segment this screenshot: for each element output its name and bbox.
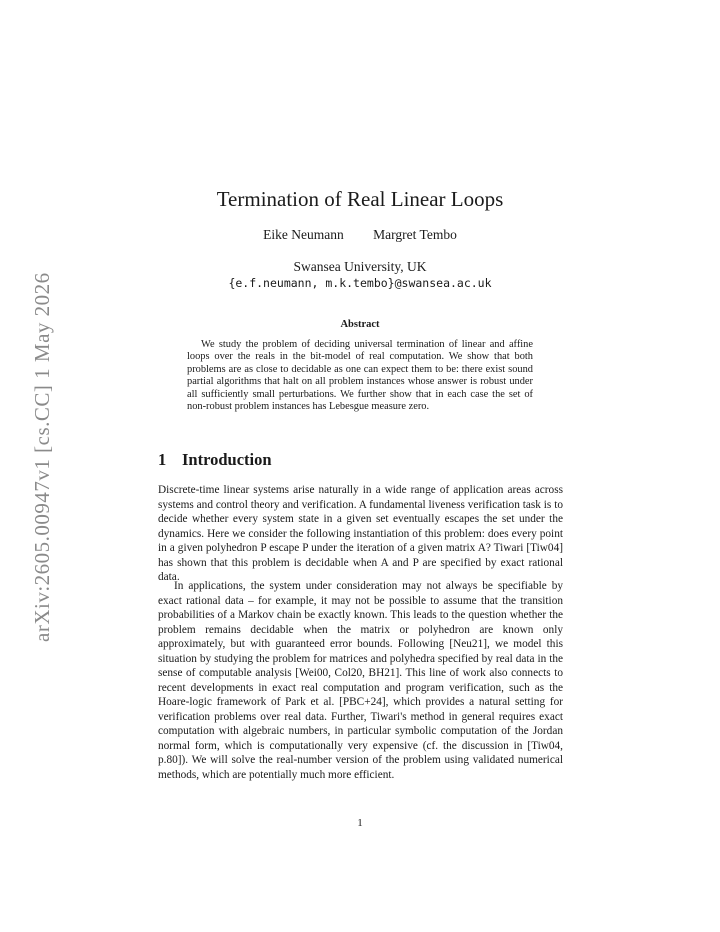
paper-title: Termination of Real Linear Loops: [216, 187, 504, 211]
author-name: Margret Tembo: [373, 227, 457, 242]
page-number: 1: [357, 817, 363, 829]
section-heading: [158, 450, 272, 470]
abstract-heading: Abstract: [340, 319, 380, 330]
author-name: Eike Neumann: [263, 227, 344, 242]
author-list: [0, 227, 720, 243]
arxiv-identifier-text: arXiv:2605.00947v1 [cs.CC] 1 May 2026: [30, 272, 54, 642]
author-email: {e.f.neumann, m.k.tembo}@swansea.ac.uk: [228, 276, 492, 290]
abstract-text: We study the problem of deciding universal termination of linear and affine loops over the reals in the bit-model of real computation. We show that both problems are as close to decidable as one can expect them to be: there exist sound partial algorithms that halt on all problem instances whose answer is robust under all sufficiently small perturbations. We further show that in each case the set of non-robust problem instances has Lebesgue measure zero.: [187, 339, 533, 413]
section-number: 1: [158, 450, 167, 469]
section-title: Introduction: [182, 450, 272, 469]
body-paragraph: In applications, the system under consideration may not always be specifiable by exact rational data – for example, it may not be possible to assume that the transition probabilities of a Markov chain be exactly known. This leads to the question whether the problem remains decidable when the matrix or polyhedron are known only approximately, but with guaranteed error bounds. Following [Neu21], we model this situation by studying the problem for matrices and polyhedra specified by real data in the sense of computable analysis [Wei00, Col20, BH21]. This line of work also connects to recent developments in exact real computation and program verification, such as the Hoare-logic framework of Park et al. [PBC+24], which provides a natural setting for verification problems over real data. Further, Tiwari's method in general requires exact computation with algebraic numbers, in particular symbolic computation of the Jordan normal form, which is computationally very expensive (cf. the discussion in [Tiw04, p.80]). We will solve the real-number version of the problem using validated numerical methods, which are potentially much more efficient.: [158, 580, 563, 781]
body-paragraph: Discrete-time linear systems arise naturally in a wide range of application areas across systems and control theory and verification. A fundamental liveness verification task is to decide whether every system state in a given set eventually escapes the set under the dynamics. Here we consider the following instantiation of this problem: does every point in a given polyhedron P escape P under the iteration of a given matrix A? Tiwari [Tiw04] has shown that this problem is decidable when A and P are specified by exact rational data.: [158, 484, 563, 583]
affiliation: Swansea University, UK: [293, 259, 427, 274]
